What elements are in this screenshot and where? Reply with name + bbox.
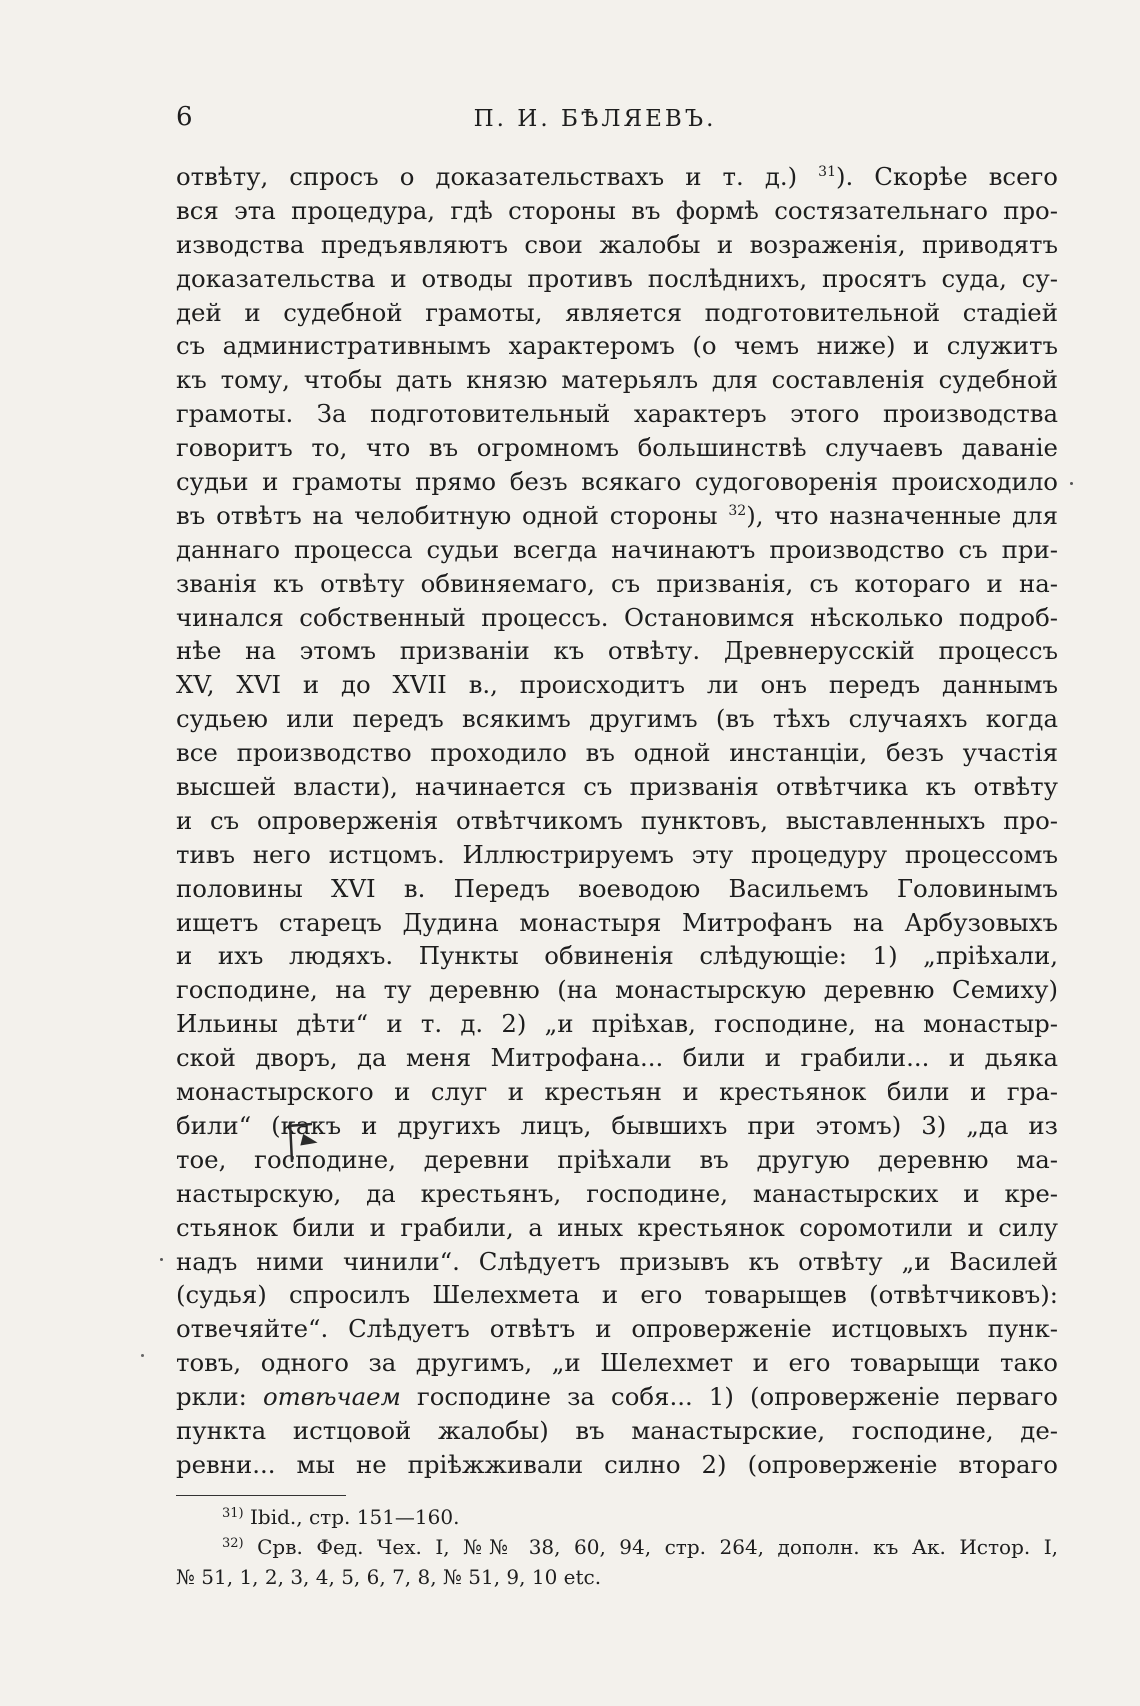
text-line: съ административнымъ характеромъ (о чемъ ниже) и служитъ — [176, 331, 1058, 361]
text-line: тое, господине, деревни пріѣхали въ другую деревню ма- — [176, 1144, 1058, 1174]
text-line: нѣе на этомъ призваніи къ отвѣту. Древнерусскій процессъ — [176, 636, 1058, 666]
text-line: товъ, одного за другимъ, „и Шелехмет и его товарыщи тако — [176, 1348, 1058, 1378]
footnote-31 — [176, 1502, 1058, 1532]
text-line: тивъ него истцомъ. Иллюстрируемъ эту процедуру процессомъ — [176, 839, 1058, 869]
text-line: отвѣту, спросъ о доказательствахъ и т. д.) $^{31}$). Скорѣе всего — [176, 162, 1058, 191]
footnote-31-marker: 31) — [222, 1506, 244, 1521]
text-line: доказательства и отводы противъ послѣднихъ, просятъ суда, су- — [176, 263, 1058, 293]
running-head: П. И. БѢЛЯЕВЪ. — [473, 106, 717, 132]
text-line: монастырского и слуг и крестьян и крестьянок били и гра- — [176, 1077, 1058, 1107]
scan-speck — [1070, 482, 1073, 485]
footnote-32 — [176, 1532, 1058, 1562]
text-line: изводства предъявляютъ свои жалобы и возраженія, приводятъ — [176, 229, 1058, 259]
text-line: званія къ отвѣту обвиняемаго, съ призванія, съ котораго и на- — [176, 568, 1058, 598]
text-line: дей и судебной грамоты, является подготовительной стадіей — [176, 297, 1058, 327]
text-line: судьею или передъ всякимъ другимъ (въ тѣхъ случаяхъ когда — [176, 704, 1058, 734]
text-line: отвечяйте“. Слѣдуетъ отвѣтъ и опроверженіе истцовыхъ пунк- — [176, 1314, 1058, 1344]
text-line: настырскую, да крестьянъ, господине, манастырских и кре- — [176, 1178, 1058, 1208]
scan-speck — [141, 1354, 144, 1357]
text-line: господине, на ту деревню (на монастырскую деревню Семиху) — [176, 975, 1058, 1005]
footnotes — [176, 1502, 1058, 1592]
text-line: ской дворъ, да меня Митрофана... били и грабили... и дьяка — [176, 1043, 1058, 1073]
body-text — [176, 160, 1058, 1482]
page-number: 6 — [176, 102, 193, 132]
text-line: надъ ними чинили“. Слѣдуетъ призывъ къ отвѣту „и Василей — [176, 1246, 1058, 1276]
footnote-31-text: Ibid., стр. 151—160. — [249, 1505, 460, 1529]
footnote-32-continuation: № 51, 1, 2, 3, 4, 5, 6, 7, 8, № 51, 9, 10 etc. — [176, 1565, 602, 1589]
footnote-32-text: Срв. Фед. Чех. I, №№ 38, 60, 94, стр. 264, дополн. къ Ак. Истор. I, — [257, 1535, 1058, 1559]
text-line: и съ опроверженія отвѣтчикомъ пунктовъ, выставленныхъ про- — [176, 805, 1058, 835]
page-header — [176, 102, 1014, 142]
text-line: къ тому, чтобы дать князю матерьялъ для составленія судебной — [176, 365, 1058, 395]
text-line: судьи и грамоты прямо безъ всякаго судоговоренія происходило — [176, 467, 1058, 497]
text-line: грамоты. За подготовительный характеръ этого производства — [176, 399, 1058, 429]
text-line: и ихъ людяхъ. Пункты обвиненія слѣдующіе: 1) „пріѣхали, — [176, 941, 1058, 971]
footnote-32-marker: 32) — [222, 1536, 244, 1551]
footnote-divider — [176, 1495, 346, 1496]
text-line: стьянок били и грабили, а иных крестьянок соромотили и силу — [176, 1212, 1058, 1242]
pen-mark — [282, 1118, 322, 1168]
text-line: XV, XVI и до XVII в., происходитъ ли онъ передъ даннымъ — [176, 670, 1058, 700]
scan-speck — [160, 1258, 163, 1261]
text-line: говоритъ то, что въ огромномъ большинствѣ случаевъ даваніе — [176, 433, 1058, 463]
text-line: чинался собственный процессъ. Остановимся нѣсколько подроб- — [176, 602, 1058, 632]
text-line: ркли: отвѣчаем господине за собя... 1) (опроверженіе перваго — [176, 1382, 1058, 1412]
text-line: ревни... мы не пріѣжживали силно 2) (опроверженіе втораго — [176, 1449, 1058, 1479]
text-line: пункта истцовой жалобы) въ манастырские, господине, де- — [176, 1415, 1058, 1445]
text-line: половины XVI в. Передъ воеводою Васильемъ Головинымъ — [176, 873, 1058, 903]
text-line: ищетъ старецъ Дудина монастыря Митрофанъ на Арбузовыхъ — [176, 907, 1058, 937]
text-line: все производство проходило въ одной инстанціи, безъ участія — [176, 738, 1058, 768]
text-line: Ильины дѣти“ и т. д. 2) „и пріѣхав, господине, на монастыр- — [176, 1009, 1058, 1039]
text-line: вся эта процедура, гдѣ стороны въ формѣ состязательнаго про- — [176, 195, 1058, 225]
text-line: (судья) спросилъ Шелехмета и его товарыщев (отвѣтчиковъ): — [176, 1280, 1058, 1310]
text-line: били“ (какъ и другихъ лицъ, бывшихъ при этомъ) 3) „да из — [176, 1110, 1058, 1140]
text-line: высшей власти), начинается съ призванія отвѣтчика къ отвѣту — [176, 772, 1058, 802]
text-line: даннаго процесса судьи всегда начинаютъ производство съ при- — [176, 534, 1058, 564]
text-line: въ отвѣтъ на челобитную одной стороны $^{32}$), что назначенные для — [176, 500, 1058, 530]
